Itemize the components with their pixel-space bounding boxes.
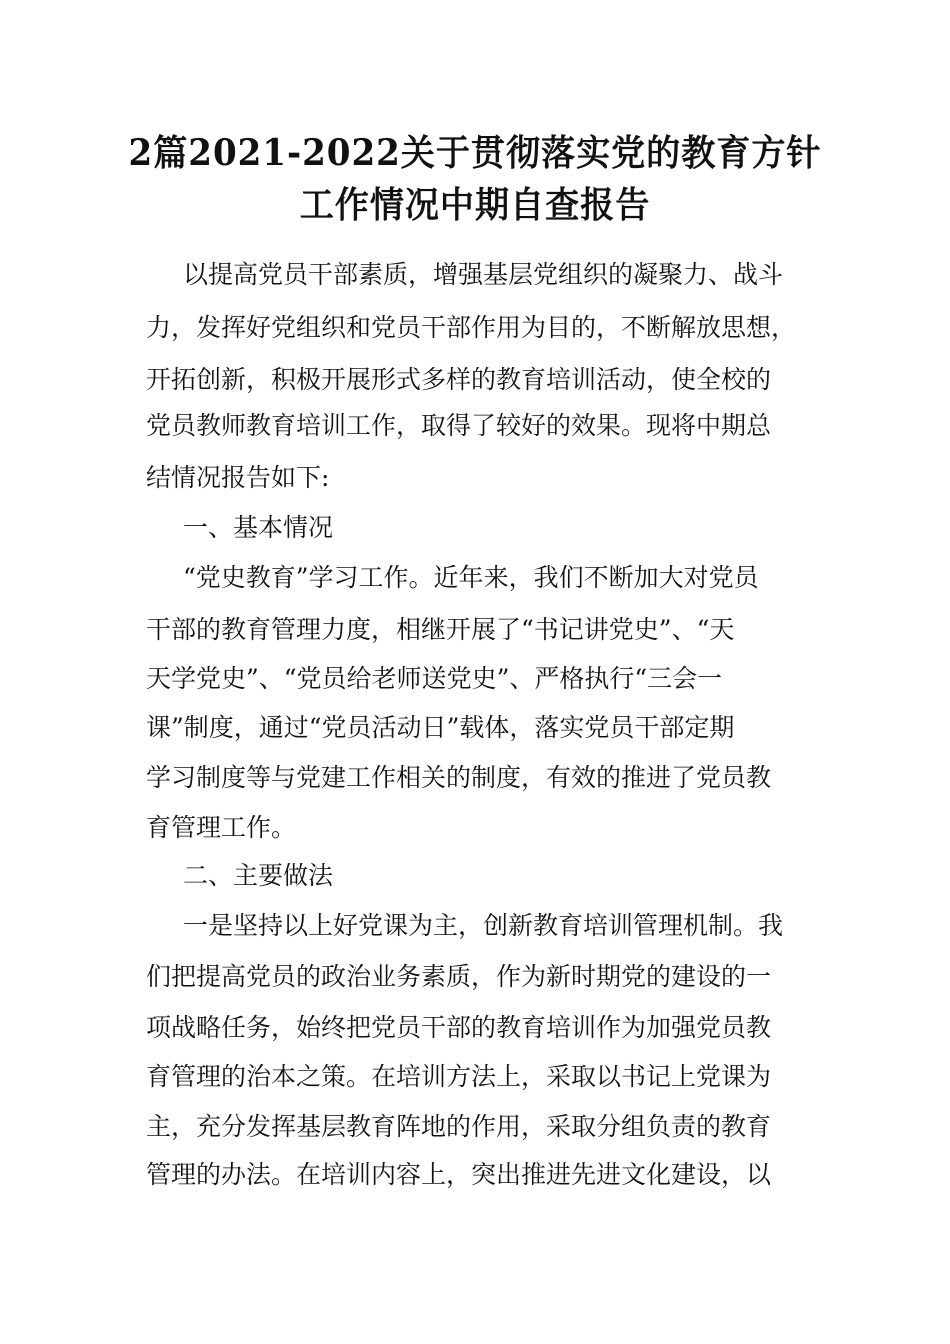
paragraph-line: 学习制度等与党建工作相关的制度，有效的推进了党员教 <box>146 763 772 792</box>
paragraph-line: 们把提高党员的政治业务素质，作为新时期党的建设的一 <box>146 962 772 991</box>
paragraph-line: 育管理工作。 <box>146 813 297 842</box>
paragraph-line: 一是坚持以上好党课为主，创新教育培训管理机制。我 <box>183 911 784 940</box>
paragraph-line: 天学党史”、“党员给老师送党史”、严格执行“三会一 <box>146 664 723 693</box>
section-heading-methods: 二、主要做法 <box>183 861 334 890</box>
section-heading-basic: 一、基本情况 <box>183 513 334 542</box>
paragraph-line: 开拓创新，积极开展形式多样的教育培训活动，使全校的 <box>146 365 772 394</box>
paragraph-line: 育管理的治本之策。在培训方法上，采取以书记上党课为 <box>146 1062 772 1091</box>
paragraph-line: 管理的办法。在培训内容上，突出推进先进文化建设，以 <box>146 1160 772 1189</box>
document-title-line-1: 2篇2021-2022关于贯彻落实党的教育方针 <box>128 132 822 174</box>
paragraph-line: 以提高党员干部素质，增强基层党组织的凝聚力、战斗 <box>183 260 784 289</box>
paragraph-line: “党史教育”学习工作。近年来，我们不断加大对党员 <box>183 563 759 592</box>
paragraph-line: 课”制度，通过“党员活动日”载体，落实党员干部定期 <box>146 713 735 742</box>
paragraph-line: 项战略任务，始终把党员干部的教育培训作为加强党员教 <box>146 1013 772 1042</box>
paragraph-line: 党员教师教育培训工作，取得了较好的效果。现将中期总 <box>146 411 772 440</box>
paragraph-line: 结情况报告如下: <box>146 463 330 492</box>
paragraph-line: 力，发挥好党组织和党员干部作用为目的，不断解放思想， <box>146 313 797 342</box>
document-title-line-2: 工作情况中期自查报告 <box>299 184 651 226</box>
paragraph-line: 干部的教育管理力度，相继开展了“书记讲党史”、“天 <box>146 615 735 644</box>
paragraph-line: 主，充分发挥基层教育阵地的作用，采取分组负责的教育 <box>146 1112 772 1141</box>
